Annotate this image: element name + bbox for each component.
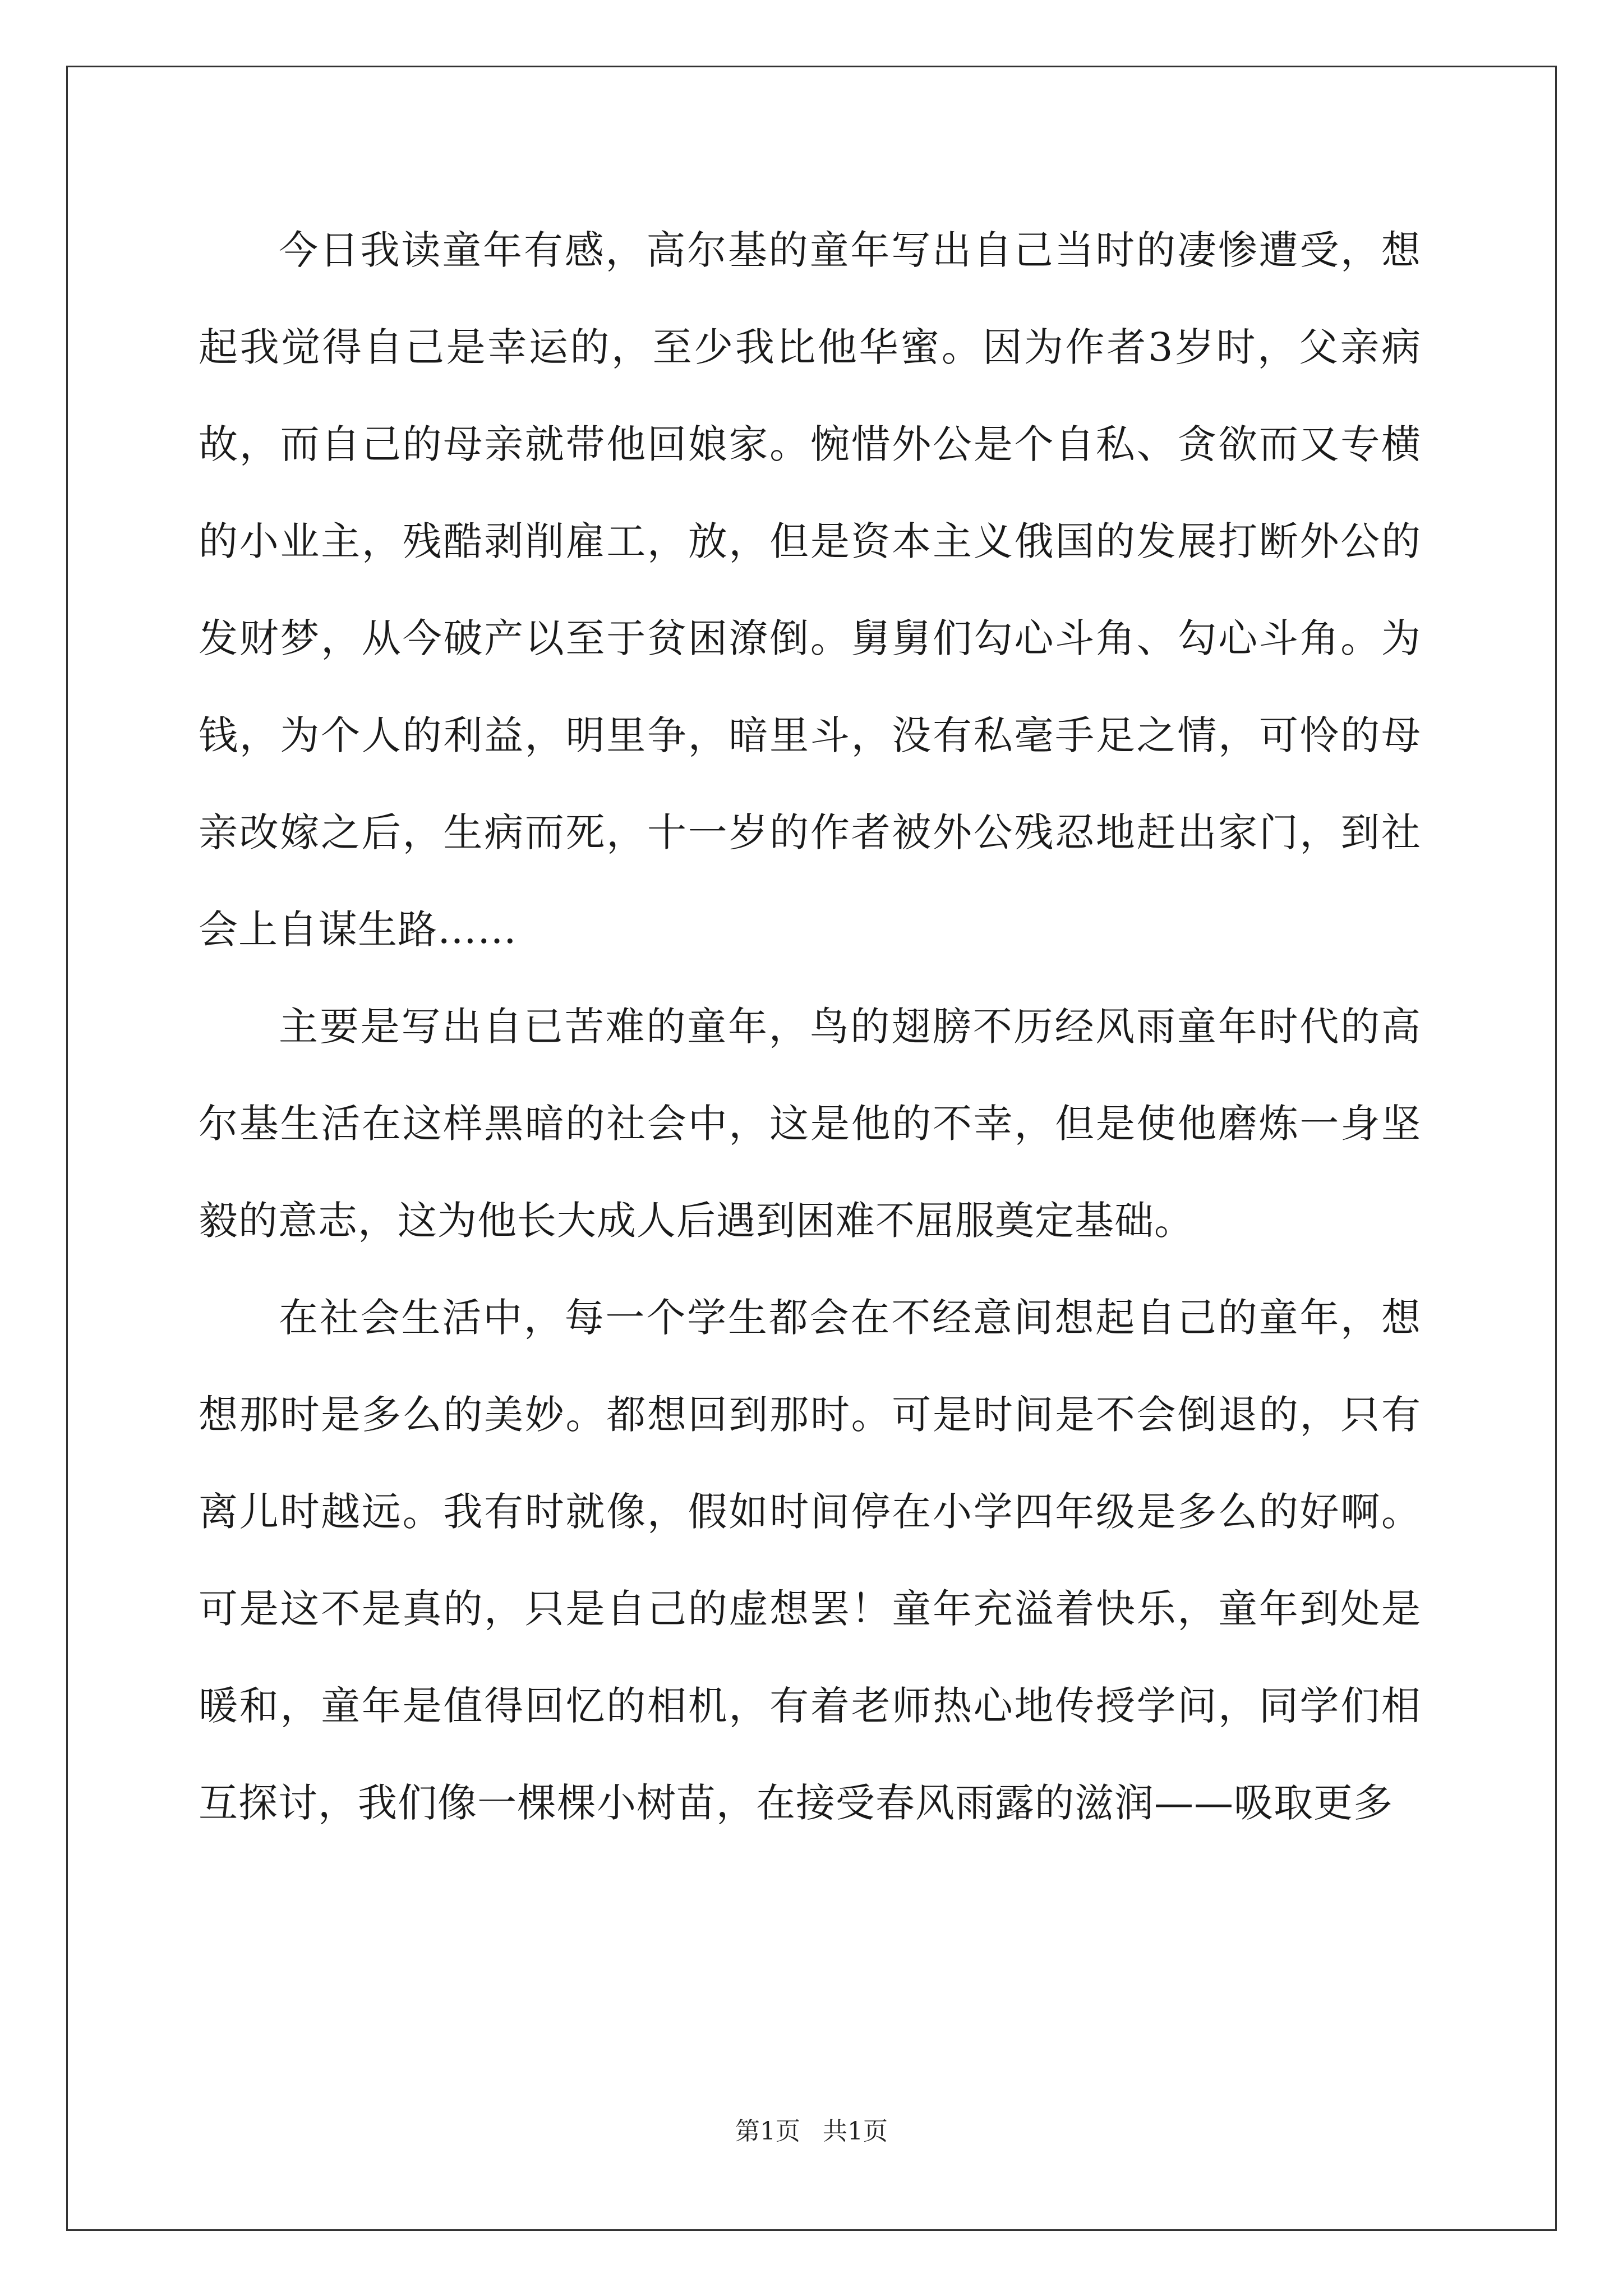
paragraph-2: 主要是写出自已苦难的童年，鸟的翅膀不历经风雨童年时代的高尔基生活在这样黑暗的社会中，这是他的不幸，但是使他磨炼一身坚毅的意志，这为他长大成人后遇到困难不屈服奠定基础。 <box>199 1004 1421 1244</box>
page-number-current: 第1页 <box>735 2117 800 2146</box>
document-body <box>199 202 1421 2019</box>
page-footer <box>0 2115 1623 2148</box>
page-number-total: 共1页 <box>823 2117 888 2146</box>
paragraph-3: 在社会生活中，每一个学生都会在不经意间想起自己的童年，想想那时是多么的美妙。都想回到那时。可是时间是不会倒退的，只有离儿时越远。我有时就像，假如时间停在小学四年级是多么的好啊。可是这不是真的，只是自己的虚想罢！童年充溢着快乐，童年到处是暖和，童年是值得回忆的相机，有着老师热心地传授学问，同学们相互探讨，我们像一棵棵小树苗，在接受春风雨露的滋润——吸取更多 <box>199 1295 1421 1826</box>
paragraph-1: 今日我读童年有感，高尔基的童年写出自己当时的凄惨遭受，想起我觉得自己是幸运的，至少我比他华蜜。因为作者3岁时，父亲病故，而自己的母亲就带他回娘家。惋惜外公是个自私、贪欲而又专横的小业主，残酷剥削雇工，放，但是资本主义俄国的发展打断外公的发财梦，从今破产以至于贫困潦倒。舅舅们勾心斗角、勾心斗角。为钱，为个人的利益，明里争，暗里斗，没有私毫手足之情，可怜的母亲改嫁之后，生病而死，十一岁的作者被外公残忍地赶出家门，到社会上自谋生路…… <box>199 227 1421 953</box>
